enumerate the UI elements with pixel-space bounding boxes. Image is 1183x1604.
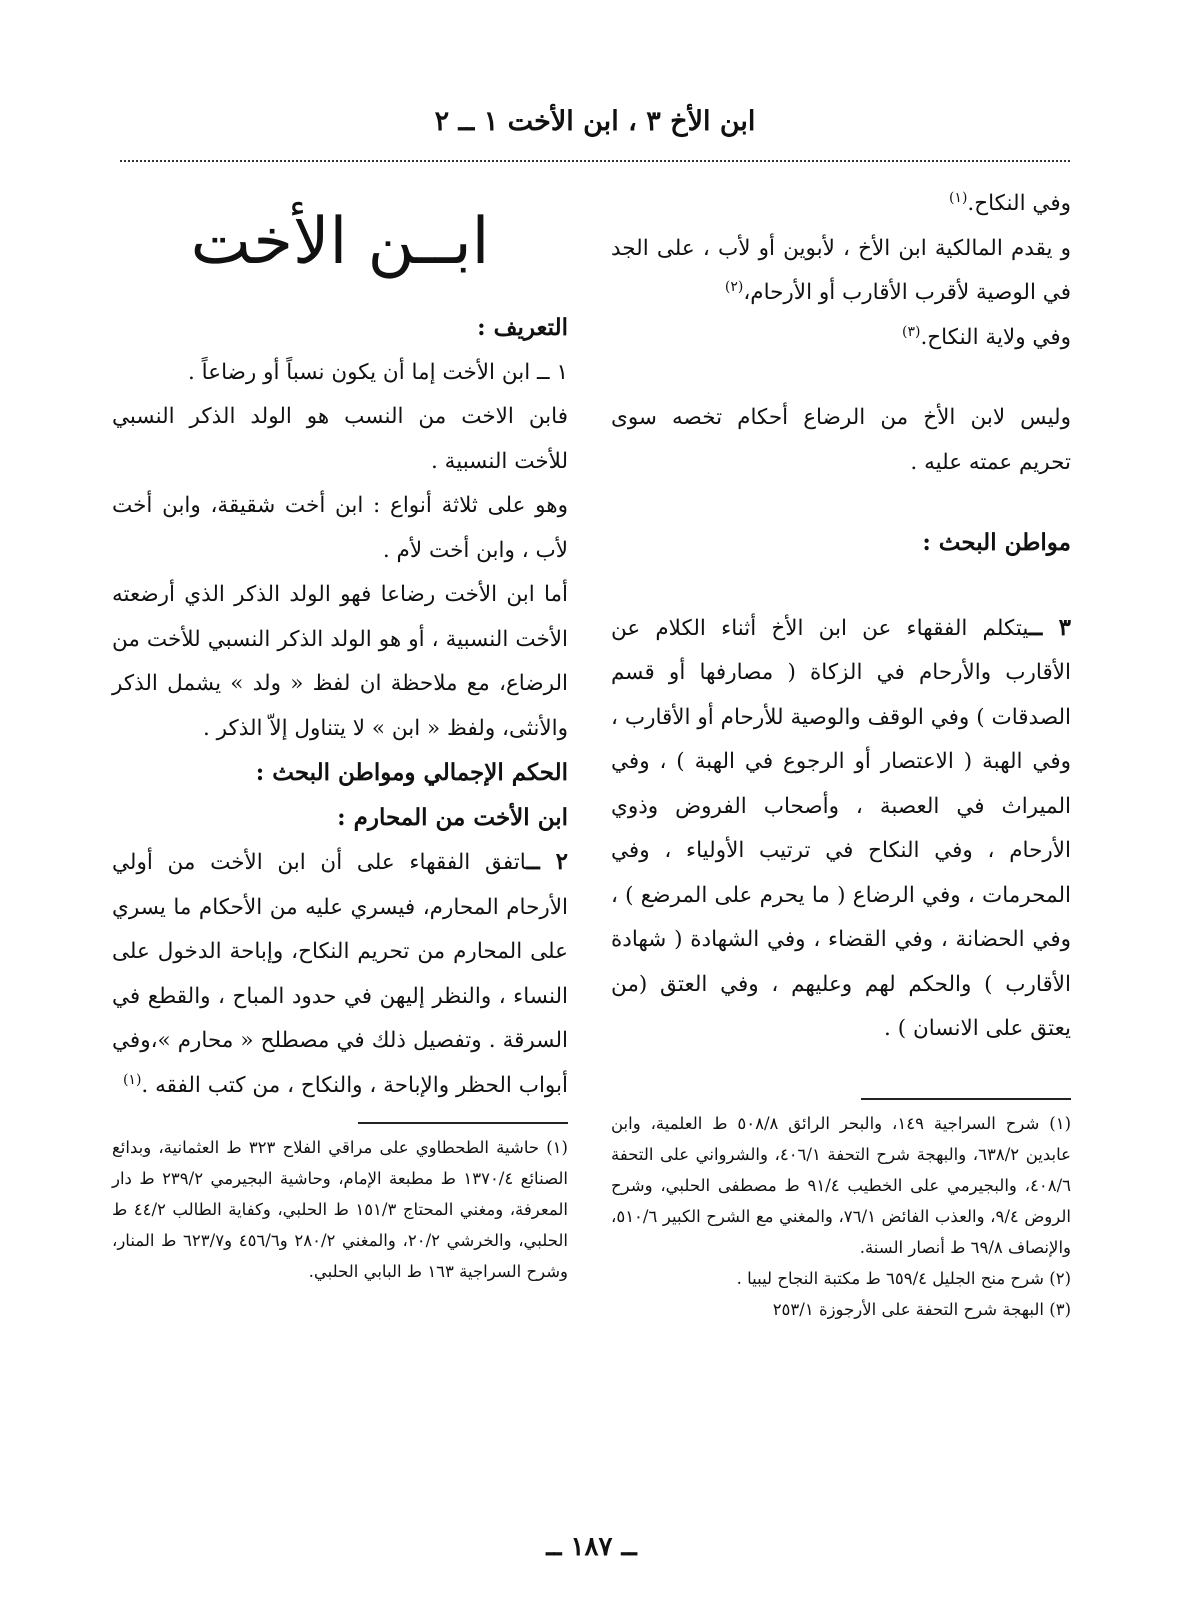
- page-number: ــ ١٨٧ ــ: [546, 1532, 637, 1562]
- header-dotted-rule: [120, 160, 1070, 162]
- paragraph-text: يتكلم الفقهاء عن ابن الأخ أثناء الكلام عن الأقارب والأرحام في الزكاة ( مصارفها أو قسم الصدقات ) وفي الوقف والوصية للأرحام أو الأقارب ، وفي الهبة ( الاعتصار أو الرجوع في الهبة ) ، وفي الميراث في العصبة ، وأصحاب الفروض وذوي الأرحام ، وفي النكاح في ترتيب الأولياء ، وفي المحرمات ، وفي الرضاع ( ما يحرم على المرضع ) ، وفي الحضانة ، وفي القضاء ، وفي الشهادة ( شهادة الأقارب ) والحكم لهم وعليهم ، وفي العتق (من يعتق على الانسان ) .: [611, 615, 1071, 1041]
- paragraph-number: ٢ ــ: [526, 848, 569, 875]
- footnote: (١) شرح السراجية ١٤٩، والبحر الرائق ٥٠٨/٨ ط العلمية، وابن عابدين ٦٣٨/٢، والبهجة شرح التحفة ٤٠٦/١، والشرواني على التحفة ٤٠٨/٦، والبجيرمي على الخطيب ٩١/٤ ط مصطفى الحلبي، وشرح الروض ٩/٤، والعذب الفائض ٧٦/١، والمغني مع الشرح الكبير ٥١٠/٦، والإنصاف ٦٩/٨ ط أنصار السنة.: [611, 1113, 1071, 1257]
- footnote: (٢) شرح منح الجليل ٦٥٩/٤ ط مكتبة النجاح ليبيا .: [736, 1268, 1071, 1288]
- left-column: [112, 182, 568, 1287]
- footnote-rule: [861, 1098, 1071, 1100]
- footnote-ref: (٢): [724, 278, 744, 295]
- footnote-ref: (١): [122, 1071, 142, 1088]
- sub-heading: ابن الأخت من المحارم :: [337, 803, 568, 831]
- paragraph-text: و يقدم المالكية ابن الأخ ، لأبوين أو لأب ، على الجد في الوصية لأقرب الأقارب أو الأرحام،: [611, 235, 1071, 305]
- section-heading: التعريف :: [477, 314, 568, 341]
- paragraph-number: ٣ ــ: [1028, 613, 1071, 641]
- footnote-ref: (١): [948, 189, 968, 206]
- paragraph: [611, 606, 1071, 1052]
- paragraph: وليس لابن الأخ من الرضاع أحكام تخصه سوى تحريم عمته عليه .: [611, 405, 1071, 475]
- paragraph: [611, 182, 1071, 227]
- entry-title: ابــن الأخت: [190, 205, 490, 279]
- running-header: ابن الأخ ٣ ، ابن الأخت ١ ــ ٢: [434, 106, 756, 137]
- footnote: (٣) البهجة شرح التحفة على الأرجوزة ٢٥٣/١: [772, 1299, 1071, 1319]
- right-column: [611, 182, 1071, 1325]
- paragraph: [611, 316, 1071, 361]
- footnotes: [611, 1108, 1071, 1325]
- paragraph-text: وفي النكاح.: [967, 191, 1071, 216]
- footnotes: [112, 1132, 568, 1287]
- paragraph: فابن الاخت من النسب هو الولد الذكر النسبي للأخت النسبية .: [112, 404, 568, 474]
- paragraph: أما ابن الأخت رضاعا فهو الولد الذكر الذي أرضعته الأخت النسبية ، أو هو الولد الذكر النسبي للأخت من الرضاع، مع ملاحظة ان لفظ « ولد » يشمل الذكر والأنثى، ولفظ « ابن » لا يتناول إلاّ الذكر .: [112, 582, 568, 741]
- footnote: (١) حاشية الطحطاوي على مراقي الفلاح ٣٢٣ ط العثمانية، وبدائع الصنائع ١٣٧٠/٤ ط مطبعة الإمام، وحاشية البجيرمي ٢٣٩/٢ ط دار المعرفة، ومغني المحتاج ١٥١/٣ ط الحلبي، وكفاية الطالب ٤٤/٢ ط الحلبي، والخرشي ٢٠/٢، والمغني ٢٨٠/٢ و٤٥٦/٦ و٦٢٣/٧ ط المنار، وشرح السراجية ١٦٣ ط البابي الحلبي.: [112, 1138, 569, 1281]
- paragraph: وهو على ثلاثة أنواع : ابن أخت شقيقة، وابن أخت لأب ، وابن أخت لأم .: [112, 493, 568, 563]
- footnote-ref: (٣): [901, 323, 921, 340]
- footnote-rule: [358, 1122, 568, 1124]
- section-heading: الحكم الإجمالي ومواطن البحث :: [255, 759, 568, 786]
- paragraph-text: اتفق الفقهاء على أن ابن الأخت من أولي الأرحام المحارم، فيسري عليه من الأحكام ما يسري على المحارم من تحريم النكاح، وإباحة الدخول على النساء ، والنظر إليهن في حدود المباح ، والقطع في السرقة . وتفصيل ذلك في مصطلح « محارم »،وفي أبواب الحظر والإباحة ، والنكاح ، من كتب الفقه .: [112, 850, 568, 1098]
- section-heading: مواطن البحث :: [922, 529, 1071, 556]
- paragraph: [611, 227, 1071, 316]
- paragraph-text: وفي ولاية النكاح.: [920, 324, 1071, 350]
- paragraph: ١ ــ ابن الأخت إما أن يكون نسباً أو رضاعاً .: [188, 359, 568, 385]
- paragraph: [112, 840, 568, 1108]
